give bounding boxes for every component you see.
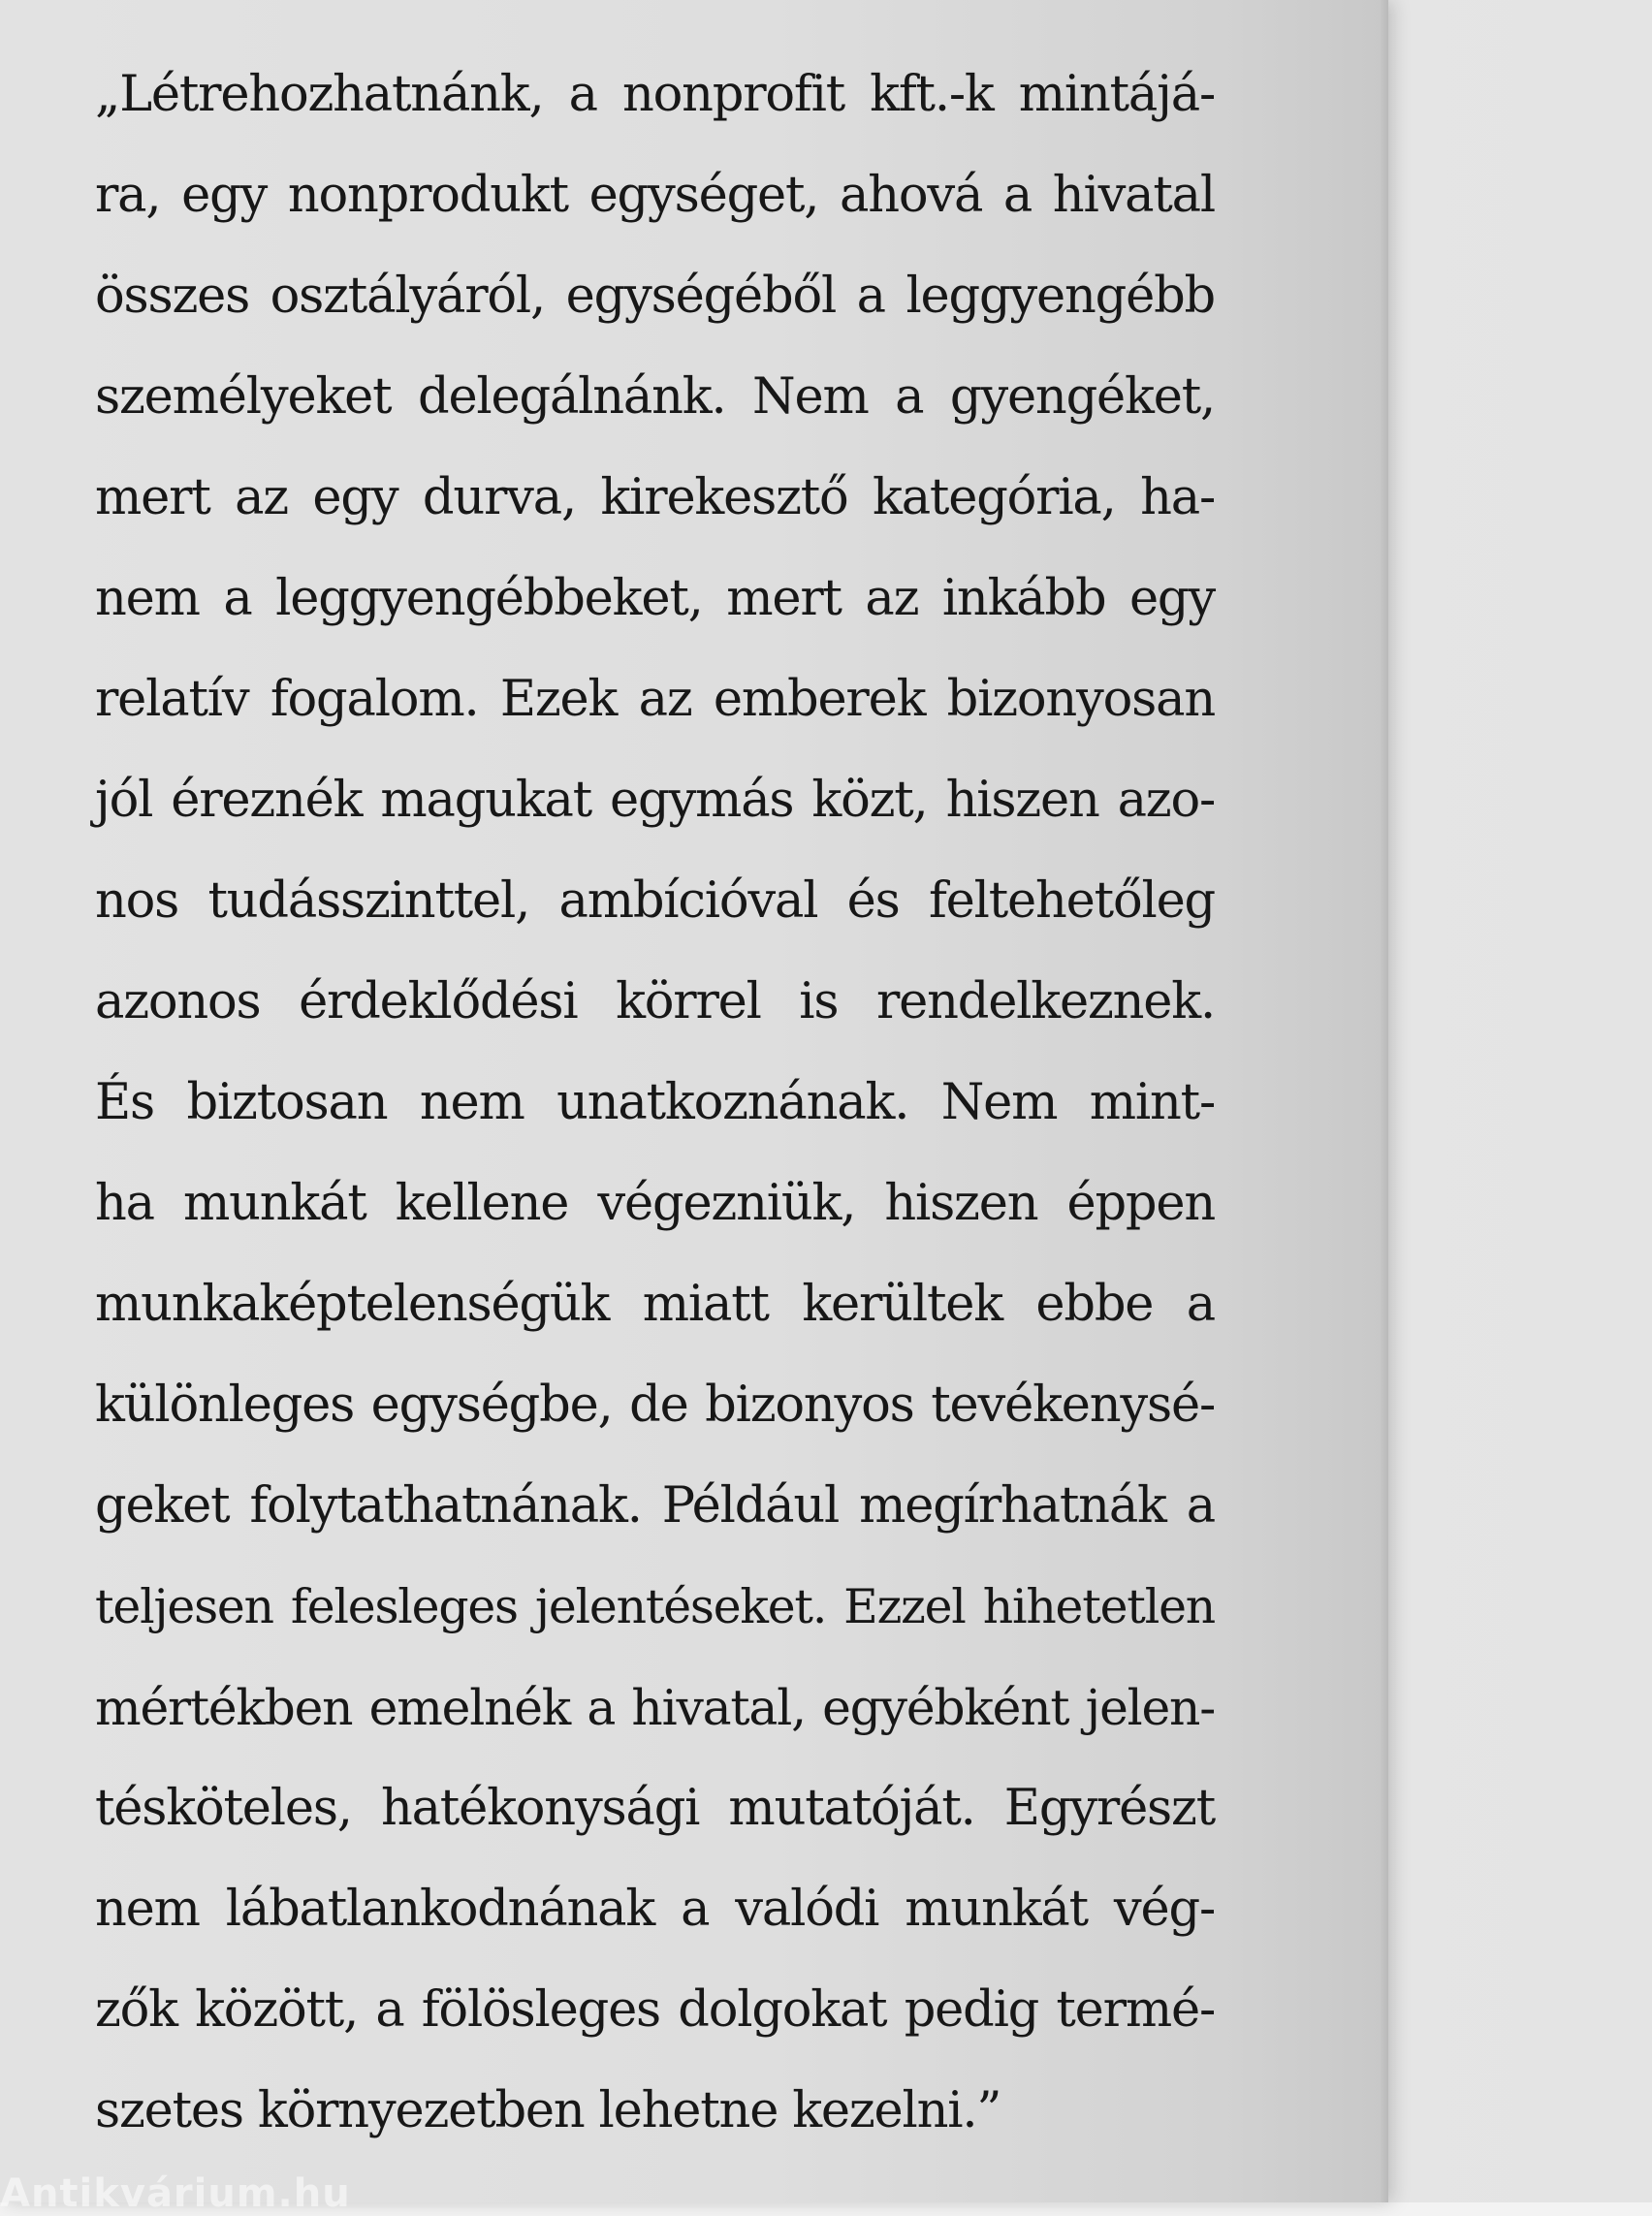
quote-paragraph — [95, 47, 1215, 2164]
text-line: nos tudásszinttel, ambícióval és feltehetőleg — [95, 872, 1215, 930]
text-line: jól éreznék magukat egymás közt, hiszen azo- — [95, 772, 1215, 829]
text-line: mértékben emelnék a hivatal, egyébként jelen- — [95, 1679, 1215, 1736]
watermark: Antikvárium.hu — [0, 2171, 351, 2216]
text-line: ra, egy nonprodukt egységet, ahová a hivatal — [95, 167, 1215, 224]
text-line: nem a leggyengébbeket, mert az inkább egy — [95, 570, 1215, 627]
text-line: azonos érdeklődési körrel is rendelkeznek. — [95, 973, 1215, 1030]
text-line: zők között, a fölösleges dolgokat pedig termé- — [95, 1981, 1215, 2039]
text-line-last: szetes környezetben lehetne kezelni.” — [95, 2082, 1001, 2139]
text-line: teljesen felesleges jelentéseket. Ezzel hihetetlen — [95, 1579, 1215, 1634]
text-line: geket folytathatnának. Például megírhatnák a — [95, 1477, 1215, 1535]
text-line: tésköteles, hatékonysági mutatóját. Egyrészt — [95, 1780, 1215, 1837]
text-line: relatív fogalom. Ezek az emberek bizonyosan — [95, 671, 1215, 728]
text-line: különleges egységbe, de bizonyos tevékenysé- — [95, 1377, 1215, 1434]
text-line: ha munkát kellene végezniük, hiszen éppen — [95, 1175, 1215, 1232]
text-line: „Létrehozhatnánk, a nonprofit kft.-k mintájá- — [95, 66, 1215, 123]
text-line: És biztosan nem unatkoznának. Nem mint- — [95, 1074, 1215, 1131]
text-line: mert az egy durva, kirekesztő kategória, ha- — [95, 469, 1215, 526]
text-line: személyeket delegálnánk. Nem a gyengéket, — [95, 368, 1215, 426]
page-edge — [1381, 0, 1388, 2202]
text-line: nem lábatlankodnának a valódi munkát vég- — [95, 1881, 1215, 1938]
text-line: összes osztályáról, egységéből a leggyengébb — [95, 268, 1215, 325]
text-line: munkaképtelenségük miatt kerültek ebbe a — [95, 1276, 1215, 1333]
